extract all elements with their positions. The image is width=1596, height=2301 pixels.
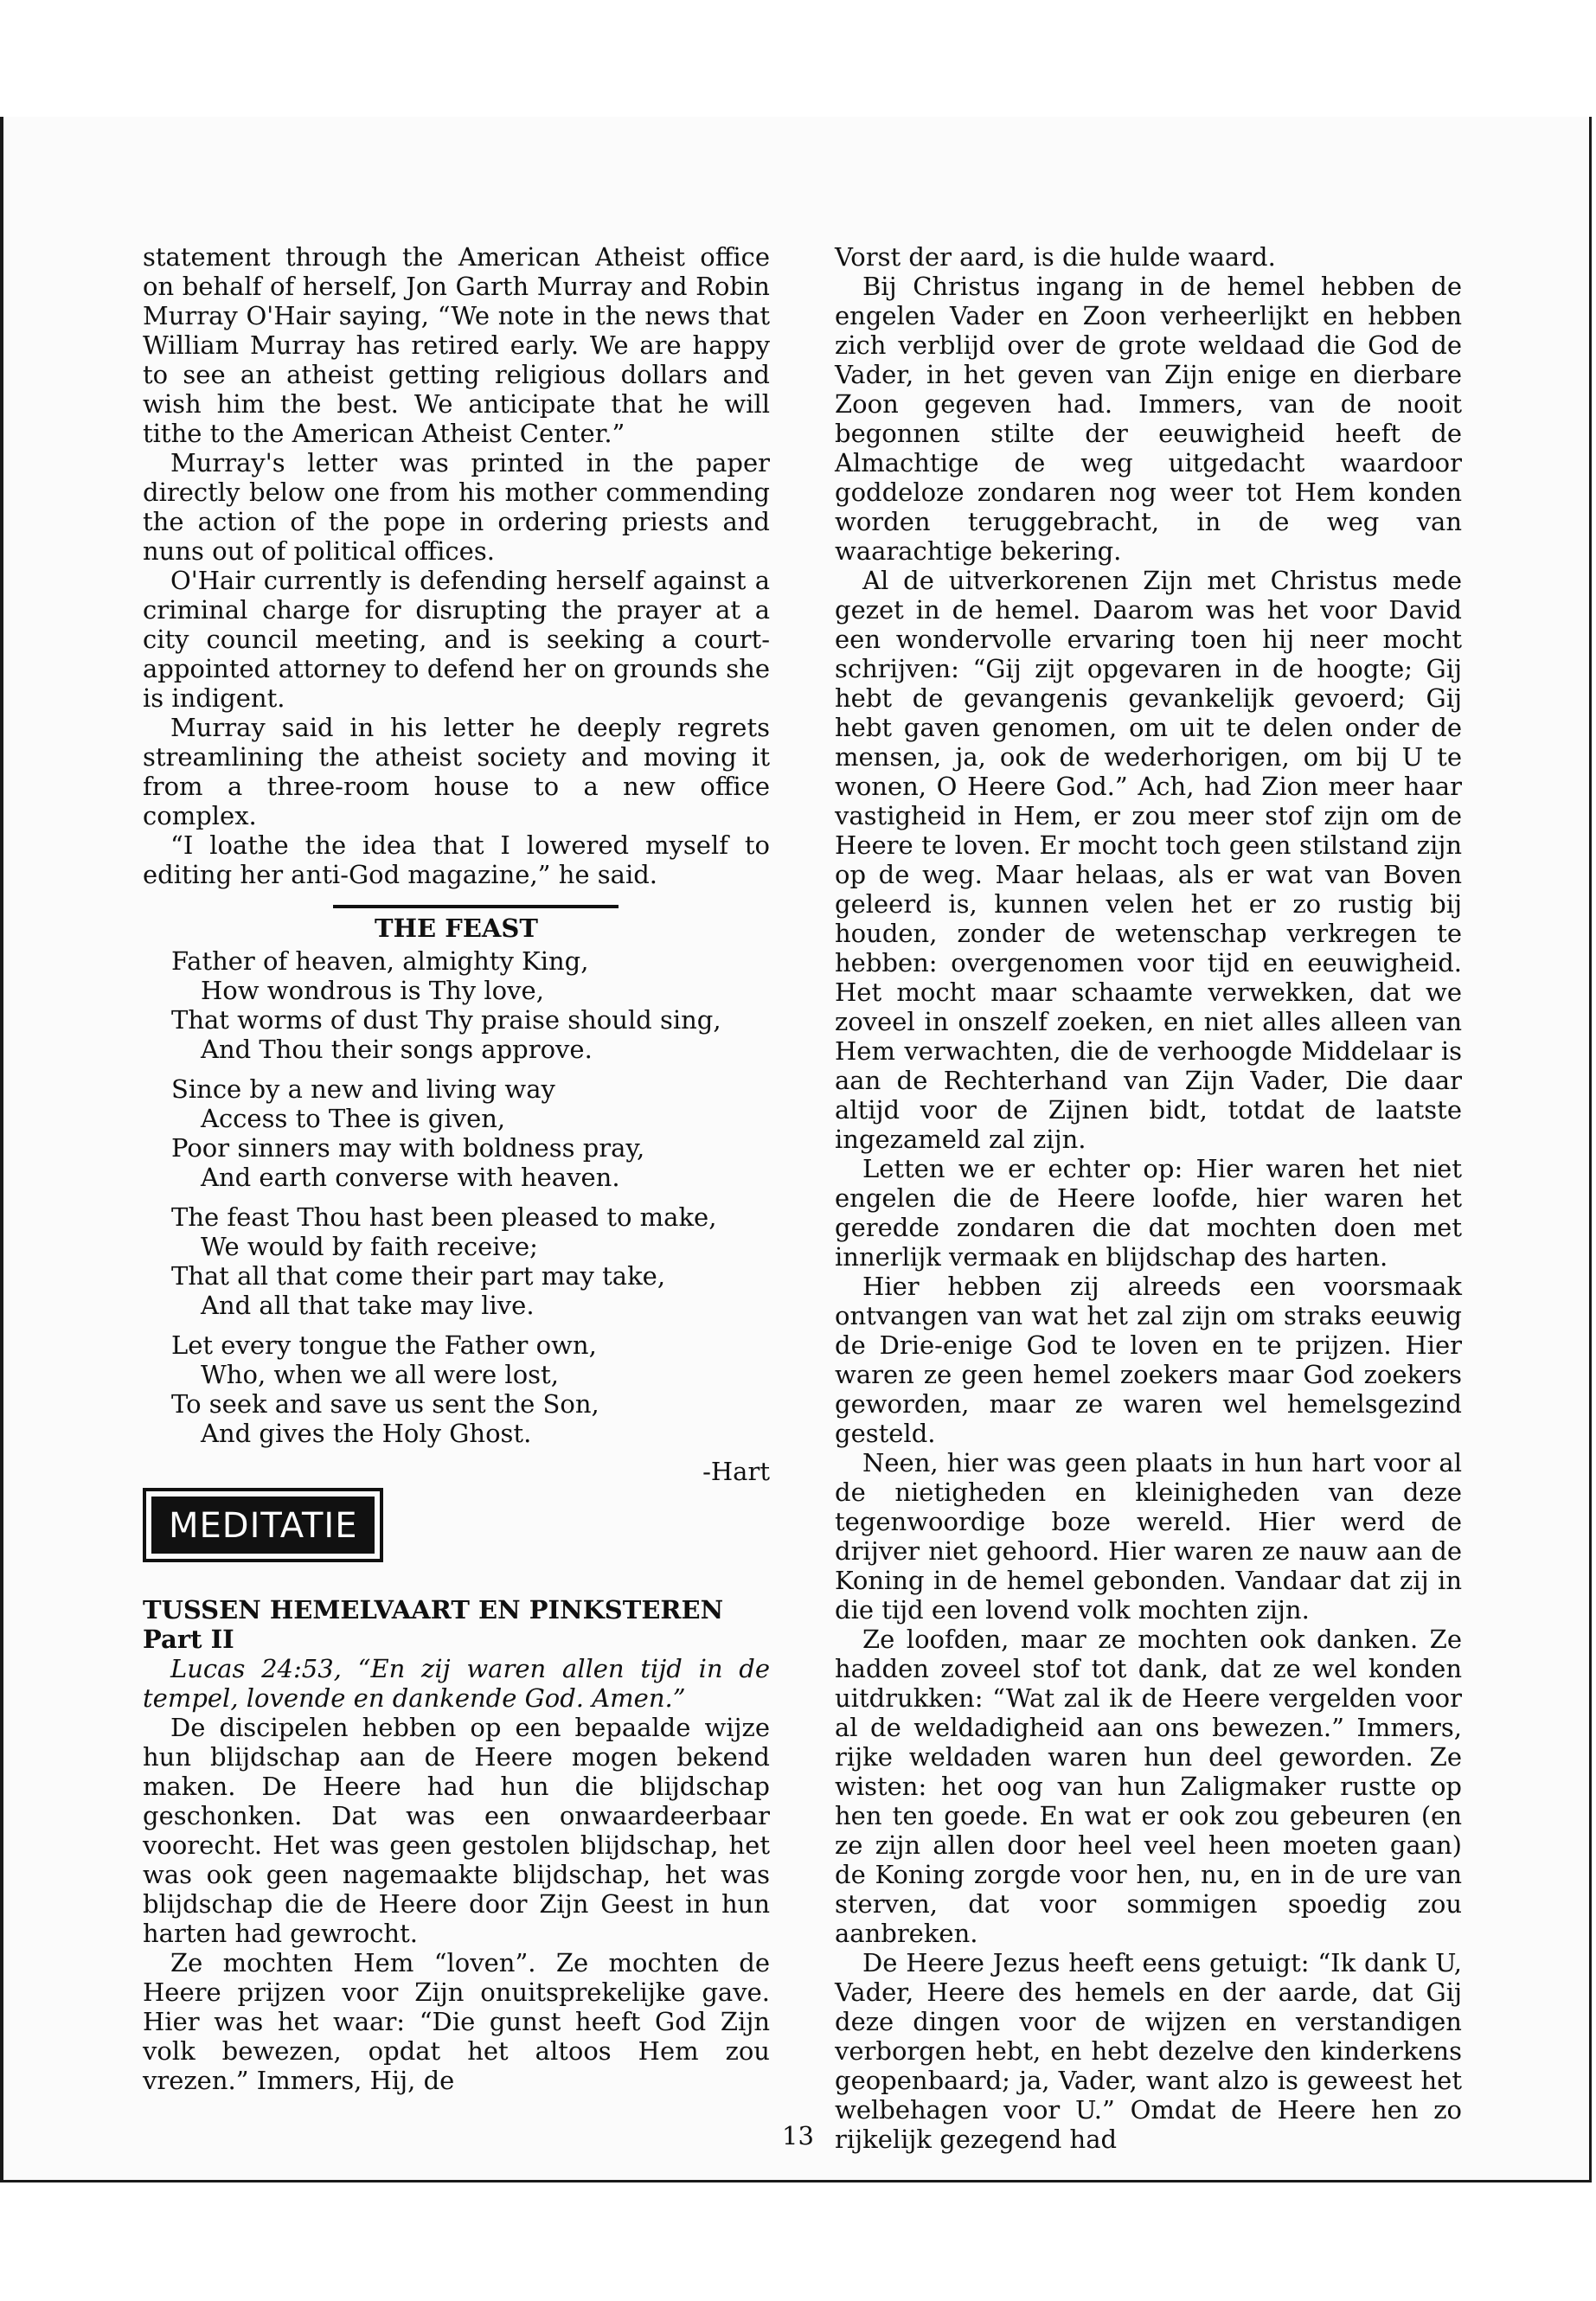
divider [333,905,619,908]
poem-line: The feast Thou hast been pleased to make, [171,1202,717,1232]
poem-line: Poor sinners may with boldness pray, [171,1133,645,1163]
paragraph: O'Hair currently is defending herself against a criminal charge for disrupting the prayer at a city council meeting, and is seeking a court-appointed attorney to defend her on grounds she is indigent. [143,566,770,713]
poem-stanza [171,1330,770,1448]
paragraph: De discipelen hebben op een bepaalde wijze hun blijdschap aan de Heere mogen bekend maken. De Heere had hun die blijdschap geschonken. Dat was een onwaardeerbaar voorecht. Het was geen gestolen blijdschap, het was ook geen nagemaakte blijdschap, het was blijdschap die de Heere door Zijn Geest in hun harten had gewrocht. [143,1713,770,1948]
poem-line: How wondrous is Thy love, [201,976,544,1005]
section-label: MEDITATIE [151,1497,375,1554]
poem-line: Who, when we all were lost, [201,1360,559,1389]
section-label-box [143,1488,383,1562]
poem-author: -Hart [702,1457,770,1486]
poem-title: THE FEAST [375,913,538,943]
paragraph: Al de uitverkorenen Zijn met Christus mede gezet in de hemel. Daarom was het voor David een wondervolle ervaring toen hij neer mocht schrijven: “Gij zijt opgevaren in de hoogte; Gij hebt de gevangenis gevankelijk gevoerd; Gij hebt gaven genomen, om uit te delen onder de mensen, ja, ook de wederhorigen, om bij U te wonen, O Heere God.” Ach, had Zion meer haar vastigheid in Hem, er zou meer stof zijn om de Heere te loven. Er mocht toch geen stilstand zijn op de weg. Maar helaas, als er wat van Boven geleerd is, kunnen velen het er zo rustig bij houden, zonder de wetenschap verkregen te hebben: overgenomen voor tijd en eeuwigheid. Het mocht maar schaamte verwekken, dat we zoveel in onszelf zoeken, en niet alles alleen van Hem verwachten, die de verhoogde Middelaar is aan de Rechterhand van Zijn Vader, Die daar altijd voor de Zijnen bidt, totdat de laatste ingezameld zal zijn. [835,566,1462,1154]
article-title: TUSSEN HEMELVAART EN PINKSTEREN [143,1595,724,1625]
paragraph: statement through the American Atheist office on behalf of herself, Jon Garth Murray and Robin Murray O'Hair saying, “We note in the news that William Murray has retired early. We are happy to see an atheist getting religious dollars and wish him the best. We anticipate that he will tithe to the American Atheist Center.” [143,242,770,448]
section-label-wrap [143,1488,770,1562]
poem-stanza [171,1074,770,1192]
poem-stanza [171,1202,770,1320]
poem-line: That all that come their part may take, [171,1261,666,1291]
paragraph: De Heere Jezus heeft eens getuigt: “Ik dank U, Vader, Heere des hemels en der aarde, dat Gij deze dingen voor de wijzen en verstandigen verborgen hebt, en hebt dezelve den kinderkens geopenbaard; ja, Vader, want alzo is geweest het welbehagen voor U.” Omdat de Heere hen zo rijkelijk gezegend had [835,1948,1462,2154]
poem-line: To seek and save us sent the Son, [171,1389,599,1419]
poem-line: And all that take may live. [201,1291,535,1320]
paragraph: Neen, hier was geen plaats in hun hart voor al de nietigheden en kleinigheden van deze tegenwoordige boze wereld. Hier werd de drijver niet gehoord. Hier waren ze nauw aan de Koning in de hemel gebonden. Vandaar dat zij in die tijd een lovend volk mochten zijn. [835,1448,1462,1625]
paragraph: Murray said in his letter he deeply regrets streamlining the atheist society and moving it from a three-room house to a new office complex. [143,713,770,830]
article-part: Part II [143,1625,234,1654]
paragraph: Ze loofden, maar ze mochten ook danken. Ze hadden zoveel stof tot dank, dat ze wel konden uitdrukken: “Wat zal ik de Heere vergelden voor al de weldadigheid aan ons bewezen.” Immers, rijke weldaden waren hun deel geworden. Ze wisten: het oog van hun Zaligmaker rustte op hen ten goede. En wat er ook zou gebeuren (en ze zijn allen door heel veel heen moeten gaan) de Koning zorgde voor hen, nu, en in de ure van sterven, dat voor sommigen spoedig zou aanbreken. [835,1625,1462,1948]
paragraph: Ze mochten Hem “loven”. Ze mochten de Heere prijzen voor Zijn onuitsprekelijke gave. Hier was het waar: “Die gunst heeft God Zijn volk bewezen, opdat het altoos Hem zou vrezen.” Immers, Hij, de [143,1948,770,2095]
page-number: 13 [782,2121,814,2150]
paragraph: Bij Christus ingang in de hemel hebben de engelen Vader en Zoon verheerlijkt en hebben zich verblijd over de grote weldaad die God de Vader, in het geven van Zijn enige en dierbare Zoon gegeven had. Immers, van de nooit begonnen stilte der eeuwigheid heeft de Almachtige de weg uitgedacht waardoor goddeloze zondaren nog weer tot Hem konden worden teruggebracht, in de weg van waarachtige bekering. [835,272,1462,566]
poem-line: Let every tongue the Father own, [171,1330,597,1360]
paragraph: Hier hebben zij alreeds een voorsmaak ontvangen van wat het zal zijn om straks eeuwig de Drie-enige God te loven en te prijzen. Hier waren ze geen hemel zoekers maar God zoekers geworden, maar ze waren wel hemelsgezind gesteld. [835,1272,1462,1448]
scripture-quote: Lucas 24:53, “En zij waren allen tijd in de tempel, lovende en dankende God. Amen.” [143,1654,770,1713]
paragraph: Murray's letter was printed in the paper directly below one from his mother commending the action of the pope in ordering priests and nuns out of political offices. [143,448,770,566]
right-column [835,242,1462,2154]
poem-line: That worms of dust Thy praise should sing, [171,1005,721,1035]
paragraph: Letten we er echter op: Hier waren het niet engelen die de Heere loofde, hier waren het geredde zondaren die dat mochten doen met innerlijk vermaak en blijdschap des harten. [835,1154,1462,1272]
poem-line: We would by faith receive; [201,1232,538,1261]
poem-line: And Thou their songs approve. [201,1035,593,1064]
poem-line: Access to Thee is given, [201,1104,506,1133]
left-column [143,242,770,2095]
poem-stanza [171,946,770,1064]
paragraph: Vorst der aard, is die hulde waard. [835,242,1276,272]
poem-line: Father of heaven, almighty King, [171,946,589,976]
poem-line: And gives the Holy Ghost. [201,1419,532,1448]
poem-line: Since by a new and living way [171,1074,555,1104]
paragraph: “I loathe the idea that I lowered myself to editing her anti-God magazine,” he said. [143,830,770,889]
poem-line: And earth converse with heaven. [201,1163,620,1192]
